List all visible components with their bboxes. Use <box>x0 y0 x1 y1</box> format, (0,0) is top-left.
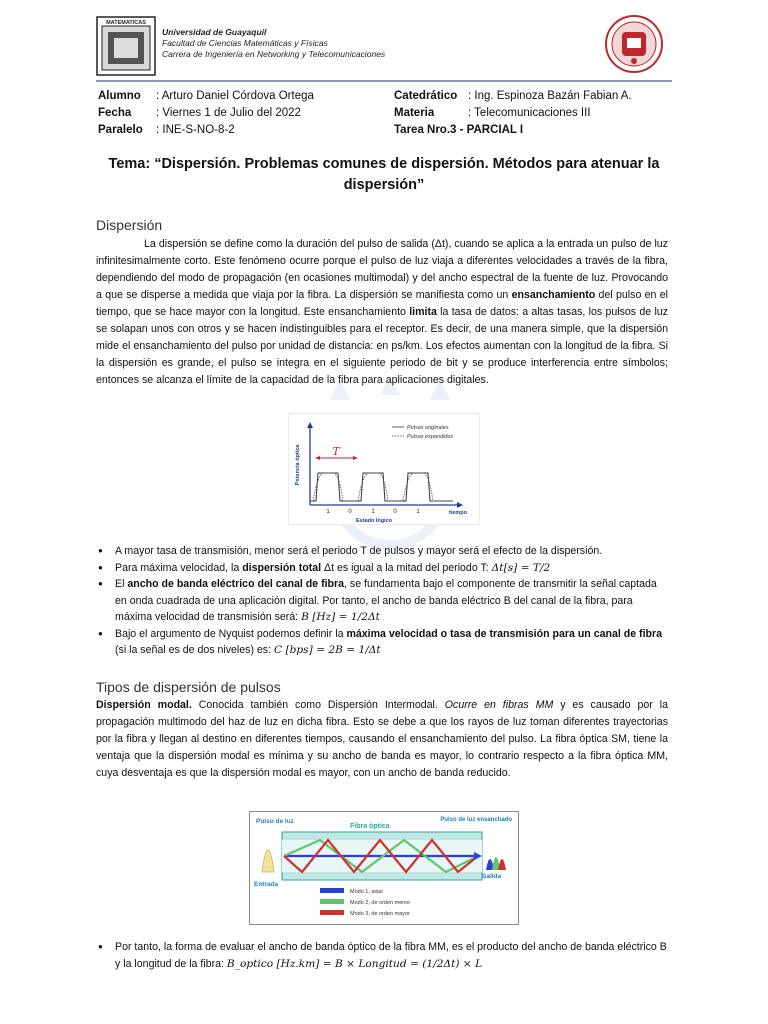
bit-4: 0 <box>393 509 397 515</box>
logo-text: MATEMATICAS <box>106 20 146 26</box>
bit-3: 1 <box>371 509 375 515</box>
dispersion-paragraph <box>96 236 668 389</box>
bullet-text: Para máxima velocidad, la <box>115 561 243 574</box>
career-name: Carrera de Ingeniería en Networking y Telecomunicaciones <box>162 49 386 59</box>
modal-text-1: Conocida también como Dispersión Intermodal. <box>191 699 445 711</box>
p1-bold-ensanchamiento: ensanchamiento <box>511 289 596 301</box>
institution-block <box>162 27 385 60</box>
document-title <box>96 154 672 196</box>
p1-text-a: La dispersión se define como la duración del pulso de salida (Δt), cuando se aplica a la entrada un pulso de luz infinitesimalmente corto. Este fenómeno ocurre porque el pulso de luz viaja a diferentes velocidades a través de la fibra, dependiendo del modo de propagación (en ocasiones multimodal) y del ancho espectral de la fuente de luz. Provocando a que se disperse a medida que viaja por la fibra. La dispersión se manifiesta como un <box>96 238 668 301</box>
modal-lead: Dispersión modal. <box>96 699 192 711</box>
materia-value: : Telecomunicaciones III <box>468 107 591 119</box>
p1-text-d: la tasa de datos: a altas tasas, los pulsos de luz se solapan unos con otros y se hacen indistinguibles para el receptor. Es decir, de una manera simple, que la dispersión mide el ensanchamiento del pulso por unidad de distancia: en ps/km. Los efectos aumentan con la longitud de la fibra. Si la dispersión es grande, el pulso se integra en el siguiente periodo de bit y se produce interferencia entre símbolos; entonces se alcanza el límite de la capacidad de la fibra para aplicaciones digitales. <box>96 306 668 386</box>
output-pulse-3 <box>498 859 506 870</box>
bullet-text: , se fundamenta bajo el componente de transmitir la señal captada en onda cuadrada de una aplicación digital. Por tanto, el ancho de banda eléctrico B del canal de la fibra, para máxima velocidad de transmisión será: <box>115 578 657 623</box>
modal-text-2: y es causado por la propagación multimodo del haz de luz en dicha fibra. Esto se debe a que los rayos de luz toman diferentes trayectorias por la fibra y llegan al destino en diferentes tiempos, causando el ensanchamiento del pulso. La fibra óptica SM, tiene la ventaja que la dispersión modal es mínima y su ancho de banda es mayor, lo contrario respecto a la fibra óptica MM, cuya desventaja es que la dispersión modal es mayor, con un ancho de banda reducido. <box>96 699 669 779</box>
bit-1: 1 <box>326 509 330 515</box>
xlabel-estado: Estado lógico <box>355 518 393 524</box>
bullet-text: El <box>115 578 128 590</box>
bullet-bold: dispersión total <box>242 561 322 574</box>
bullet-item <box>96 939 668 972</box>
bullet-text: Bajo el argumento de Nyquist podemos definir la <box>115 627 347 640</box>
formula: Δt[s] = T/2 <box>491 561 551 574</box>
header-rule <box>96 80 672 82</box>
alumno-value: : Arturo Daniel Córdova Ortega <box>156 90 314 102</box>
tarea-label: Tarea Nro.3 - PARCIAL I <box>394 124 524 136</box>
input-pulse <box>262 850 274 873</box>
faculty-logo <box>96 16 156 76</box>
legend-original: Pulsos originales <box>407 425 449 431</box>
bullet-bold: máxima velocidad o tasa de transmisión para un canal de fibra <box>346 627 663 640</box>
modal-italic: Ocurre en fibras MM <box>444 699 554 711</box>
formula: C [bps] = 2B = 1/Δt <box>273 644 381 656</box>
legend-mode2: Modo 2, de orden menor <box>350 900 411 906</box>
catedratico-label: Catedrático <box>394 90 458 102</box>
legend-mode3: Modo 3, de orden mayor <box>350 911 410 917</box>
bullet-item <box>96 560 668 577</box>
bullet-list-2 <box>96 939 668 972</box>
modal-dispersion-figure <box>249 811 519 925</box>
output-label: Salida <box>482 873 502 880</box>
p1-text-c: del pulso en el tiempo, que se hace mayor con la longitud. Este ensanchamiento <box>96 289 668 318</box>
section-heading-tipos: Tipos de dispersión de pulsos <box>96 679 281 695</box>
paralelo-label: Paralelo <box>98 124 143 136</box>
course-info <box>394 88 632 139</box>
bit-5: 1 <box>416 509 420 515</box>
bit-2: 0 <box>348 509 352 515</box>
bullet-text: Δt es igual a la mitad del periodo T: <box>321 561 492 574</box>
title-line-1: Tema: “Dispersión. Problemas comunes de dispersión. Métodos para atenuar la <box>108 156 660 172</box>
bullet-list-1 <box>96 543 668 659</box>
faculty-name: Facultad de Ciencias Matemáticas y Físicas <box>162 38 328 48</box>
bullet-item <box>96 626 668 659</box>
legend-mode1: Modo 1, axial <box>350 889 383 895</box>
alumno-label: Alumno <box>98 90 141 102</box>
legend-expanded: Pulsos expandidos <box>407 434 454 440</box>
fecha-value: : Viernes 1 de Julio del 2022 <box>156 107 301 119</box>
input-label: Entrada <box>254 881 279 888</box>
pulse-dispersion-figure <box>288 413 480 525</box>
fiber-label: Fibra óptica <box>350 823 390 830</box>
catedratico-value: : Ing. Espinoza Bazán Fabian A. <box>468 90 632 102</box>
paralelo-value: : INE-S-NO-8-2 <box>156 124 235 136</box>
university-name: Universidad de Guayaquil <box>162 27 267 37</box>
materia-label: Materia <box>394 107 435 119</box>
bullet-text: Por tanto, la forma de evaluar el ancho de banda óptico de la fibra MM, es el producto del ancho de banda eléctrico B y la longitud de la fibra: <box>115 941 667 970</box>
bullet-text: A mayor tasa de transmisión, menor será el periodo T de pulsos y mayor será el efecto de la dispersión. <box>115 545 603 557</box>
bullet-text: (si la señal es de dos niveles) es: <box>115 644 274 656</box>
career-logo <box>604 14 664 74</box>
modal-paragraph <box>96 697 668 782</box>
bullet-item <box>96 576 668 626</box>
broadened-pulse-label: Pulso de luz ensanchado <box>440 817 512 823</box>
period-T: T <box>332 445 340 458</box>
student-info <box>98 88 314 139</box>
title-line-2: dispersión” <box>343 177 425 193</box>
formula: B [Hz] = 1/2Δt <box>301 611 380 623</box>
section-heading-dispersion: Dispersión <box>96 217 163 233</box>
formula: B_optico [Hz.km] = B × Longitud = (1/2Δt) × L <box>226 957 483 970</box>
bullet-bold: ancho de banda eléctrico del canal de fibra <box>127 578 345 590</box>
ylabel-text: Potencia óptica <box>295 444 301 486</box>
pulse-label: Pulso de luz <box>256 818 294 825</box>
bullet-item <box>96 543 668 560</box>
p1-bold-limita: limita <box>409 306 437 318</box>
xlabel-tiempo: tiempo <box>448 510 468 516</box>
fecha-label: Fecha <box>98 107 132 119</box>
